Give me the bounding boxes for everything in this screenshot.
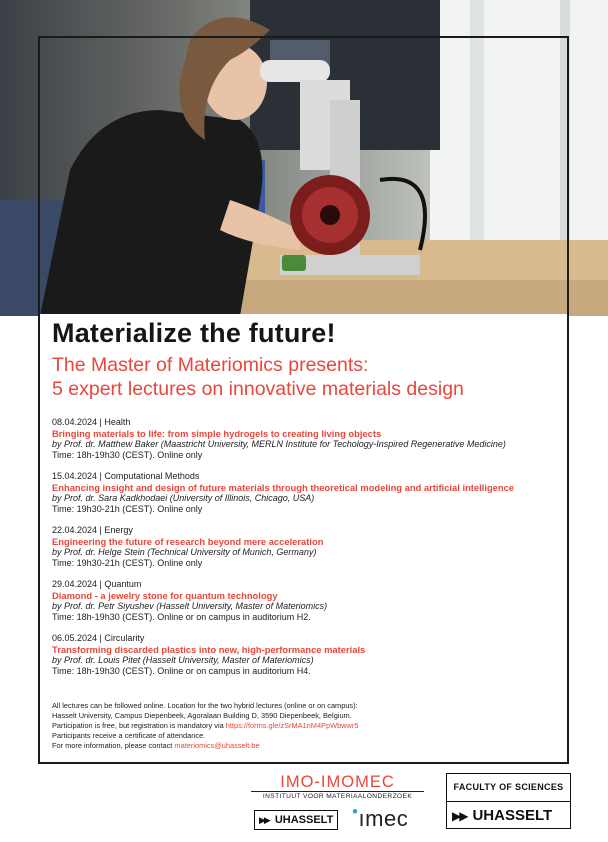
lecture-time: Time: 18h-19h30 (CEST). Online only bbox=[52, 450, 203, 460]
subtitle-line-2: 5 expert lectures on innovative materials design bbox=[52, 378, 464, 400]
info-line: Hasselt University, Campus Diepenbeek, Agoralaan Building D, 3590 Diepenbeek, Belgium. bbox=[52, 711, 352, 720]
lecture-date-topic: 15.04.2024 | Computational Methods bbox=[52, 471, 200, 481]
page-title: Materialize the future! bbox=[52, 318, 336, 348]
lecture-title: Bringing materials to life: from simple hydrogels to creating living objects bbox=[52, 428, 382, 439]
lecture-title: Engineering the future of research beyond mere acceleration bbox=[52, 536, 324, 547]
hero-photo bbox=[0, 0, 608, 316]
info-block bbox=[52, 701, 552, 751]
lecture-list bbox=[52, 417, 564, 687]
fast-forward-icon: ▶▶ bbox=[259, 814, 269, 825]
registration-text: Participation is free, but registration is mandatory via bbox=[52, 721, 226, 730]
uhasselt-logo-small bbox=[254, 810, 338, 830]
lecture-speaker: by Prof. dr. Helge Stein (Technical University of Munich, Germany) bbox=[52, 547, 317, 557]
lecture-time: Time: 19h30-21h (CEST). Online only bbox=[52, 504, 203, 514]
faculty-logo-text: FACULTY OF SCIENCES bbox=[453, 782, 564, 792]
lecture-item bbox=[52, 579, 564, 623]
lecture-speaker: by Prof. dr. Matthew Baker (Maastricht University, MERLN Institute for Techology-Inspired Regenerative Medicine) bbox=[52, 439, 506, 449]
lecture-time: Time: 18h-19h30 (CEST). Online or on campus in auditorium H4. bbox=[52, 666, 311, 676]
uhasselt-logo-large bbox=[446, 801, 571, 829]
uhasselt-logo-large-text: UHASSELT bbox=[472, 807, 553, 824]
lecture-date-topic: 06.05.2024 | Circularity bbox=[52, 633, 145, 643]
lecture-speaker: by Prof. dr. Louis Pitet (Hasselt University, Master of Materiomics) bbox=[52, 655, 314, 665]
lecture-speaker: by Prof. dr. Sara Kadkhodaei (University of Illinois, Chicago, USA) bbox=[52, 493, 315, 503]
lecture-date-topic: 29.04.2024 | Quantum bbox=[52, 579, 142, 589]
imec-logo-text: ımec bbox=[358, 806, 409, 831]
lecture-title: Diamond - a jewelry stone for quantum technology bbox=[52, 590, 278, 601]
info-line: Participants receive a certificate of attendance. bbox=[52, 731, 206, 740]
researcher-microscope-photo bbox=[0, 0, 608, 316]
imec-logo bbox=[352, 806, 408, 832]
lecture-title: Transforming discarded plastics into new, high-performance materials bbox=[52, 644, 366, 655]
imec-dot-icon: ● bbox=[352, 806, 359, 817]
lecture-date-topic: 22.04.2024 | Energy bbox=[52, 525, 133, 535]
lecture-item bbox=[52, 417, 564, 461]
subtitle bbox=[52, 353, 464, 401]
lecture-speaker: by Prof. dr. Petr Siyushev (Hasselt University, Master of Materiomics) bbox=[52, 601, 328, 611]
lecture-item bbox=[52, 471, 564, 515]
lecture-time: Time: 19h30-21h (CEST). Online only bbox=[52, 558, 203, 568]
uhasselt-logo-text: UHASSELT bbox=[274, 814, 334, 826]
frame-border-right bbox=[567, 36, 569, 316]
imo-imomec-logo bbox=[251, 774, 424, 800]
contact-text: For more information, please contact bbox=[52, 741, 175, 750]
info-line bbox=[52, 741, 552, 751]
lecture-time: Time: 18h-19h30 (CEST). Online or on campus in auditorium H2. bbox=[52, 612, 311, 622]
info-line: All lectures can be followed online. Location for the two hybrid lectures (online or on campus): bbox=[52, 701, 358, 710]
registration-link[interactable]: https://forms.gle/zSrMA1nM4PpWbwwr5 bbox=[225, 721, 359, 730]
fast-forward-icon: ▶▶ bbox=[452, 808, 467, 823]
frame-border-left bbox=[38, 36, 40, 316]
subtitle-line-1: The Master of Materiomics presents: bbox=[52, 354, 369, 376]
frame-border-top bbox=[38, 36, 569, 38]
lecture-title: Enhancing insight and design of future materials through theoretical modeling and artificial intelligence bbox=[52, 482, 515, 493]
info-line bbox=[52, 721, 552, 731]
lecture-item bbox=[52, 633, 564, 677]
imo-logo-text: IMO-IMOMEC bbox=[280, 773, 395, 791]
lecture-item bbox=[52, 525, 564, 569]
contact-email-link[interactable]: materiomics@uhasselt.be bbox=[174, 741, 260, 750]
lecture-date-topic: 08.04.2024 | Health bbox=[52, 417, 131, 427]
imo-logo-subtext: INSTITUUT VOOR MATERIAALONDERZOEK bbox=[251, 791, 424, 800]
